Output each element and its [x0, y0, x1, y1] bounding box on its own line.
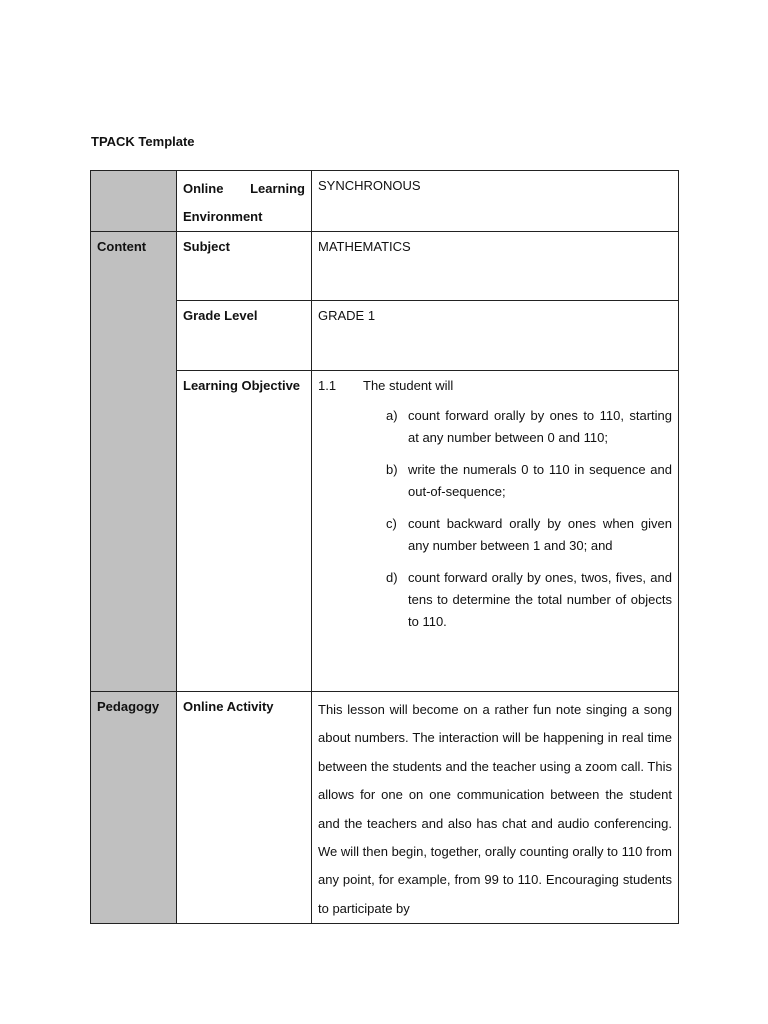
- label-cell-objective: Learning Objective: [177, 371, 312, 692]
- value-cell-grade: GRADE 1: [312, 301, 679, 371]
- table-row-environment: [91, 171, 679, 232]
- table-row-activity: [91, 692, 679, 924]
- table-row-subject: [91, 232, 679, 301]
- objective-list: [318, 405, 672, 633]
- value-cell-activity: [312, 692, 679, 924]
- label-cell-grade: Grade Level: [177, 301, 312, 371]
- tpack-table: [90, 170, 679, 924]
- label-cell-activity: Online Activity: [177, 692, 312, 924]
- environment-label: [183, 175, 305, 231]
- environment-label-line1: Online Learning: [183, 181, 305, 196]
- list-marker: d): [386, 570, 398, 585]
- list-text: write the numerals 0 to 110 in sequence and out-of-sequence;: [408, 462, 672, 499]
- list-marker: b): [386, 462, 398, 477]
- environment-label-line2: Environment: [183, 209, 263, 224]
- value-cell-environment: SYNCHRONOUS: [312, 171, 679, 232]
- objective-number: 1.1: [318, 378, 337, 393]
- category-cell-empty: [91, 171, 177, 232]
- list-item: [386, 513, 672, 557]
- table-row-objective: [91, 371, 679, 692]
- label-cell-environment: [177, 171, 312, 232]
- category-cell-pedagogy: Pedagogy: [91, 692, 177, 924]
- document-title: TPACK Template: [91, 134, 195, 149]
- table-row-grade: [91, 301, 679, 371]
- list-item: [386, 405, 672, 449]
- list-item: [386, 567, 672, 633]
- objective-heading: [318, 375, 672, 397]
- list-text: count forward orally by ones, twos, fives, and tens to determine the total number of objects to 110.: [408, 570, 672, 629]
- list-marker: c): [386, 516, 397, 531]
- objective-lead: The student will: [363, 378, 454, 393]
- activity-text: This lesson will become on a rather fun note singing a song about numbers. The interaction will be happening in real time between the students and the teacher using a zoom call. This allows for one on one communication between the student and the teachers and also has chat and audio conferencing. We will then begin, together, orally counting orally to 110 from any point, for example, from 99 to 110. Encouraging students to participate by: [318, 702, 672, 916]
- label-cell-subject: Subject: [177, 232, 312, 301]
- value-cell-subject: MATHEMATICS: [312, 232, 679, 301]
- list-marker: a): [386, 408, 398, 423]
- value-cell-objective: [312, 371, 679, 692]
- list-text: count forward orally by ones to 110, starting at any number between 0 and 110;: [408, 408, 672, 445]
- list-text: count backward orally by ones when given any number between 1 and 30; and: [408, 516, 672, 553]
- category-cell-content: Content: [91, 232, 177, 692]
- list-item: [386, 459, 672, 503]
